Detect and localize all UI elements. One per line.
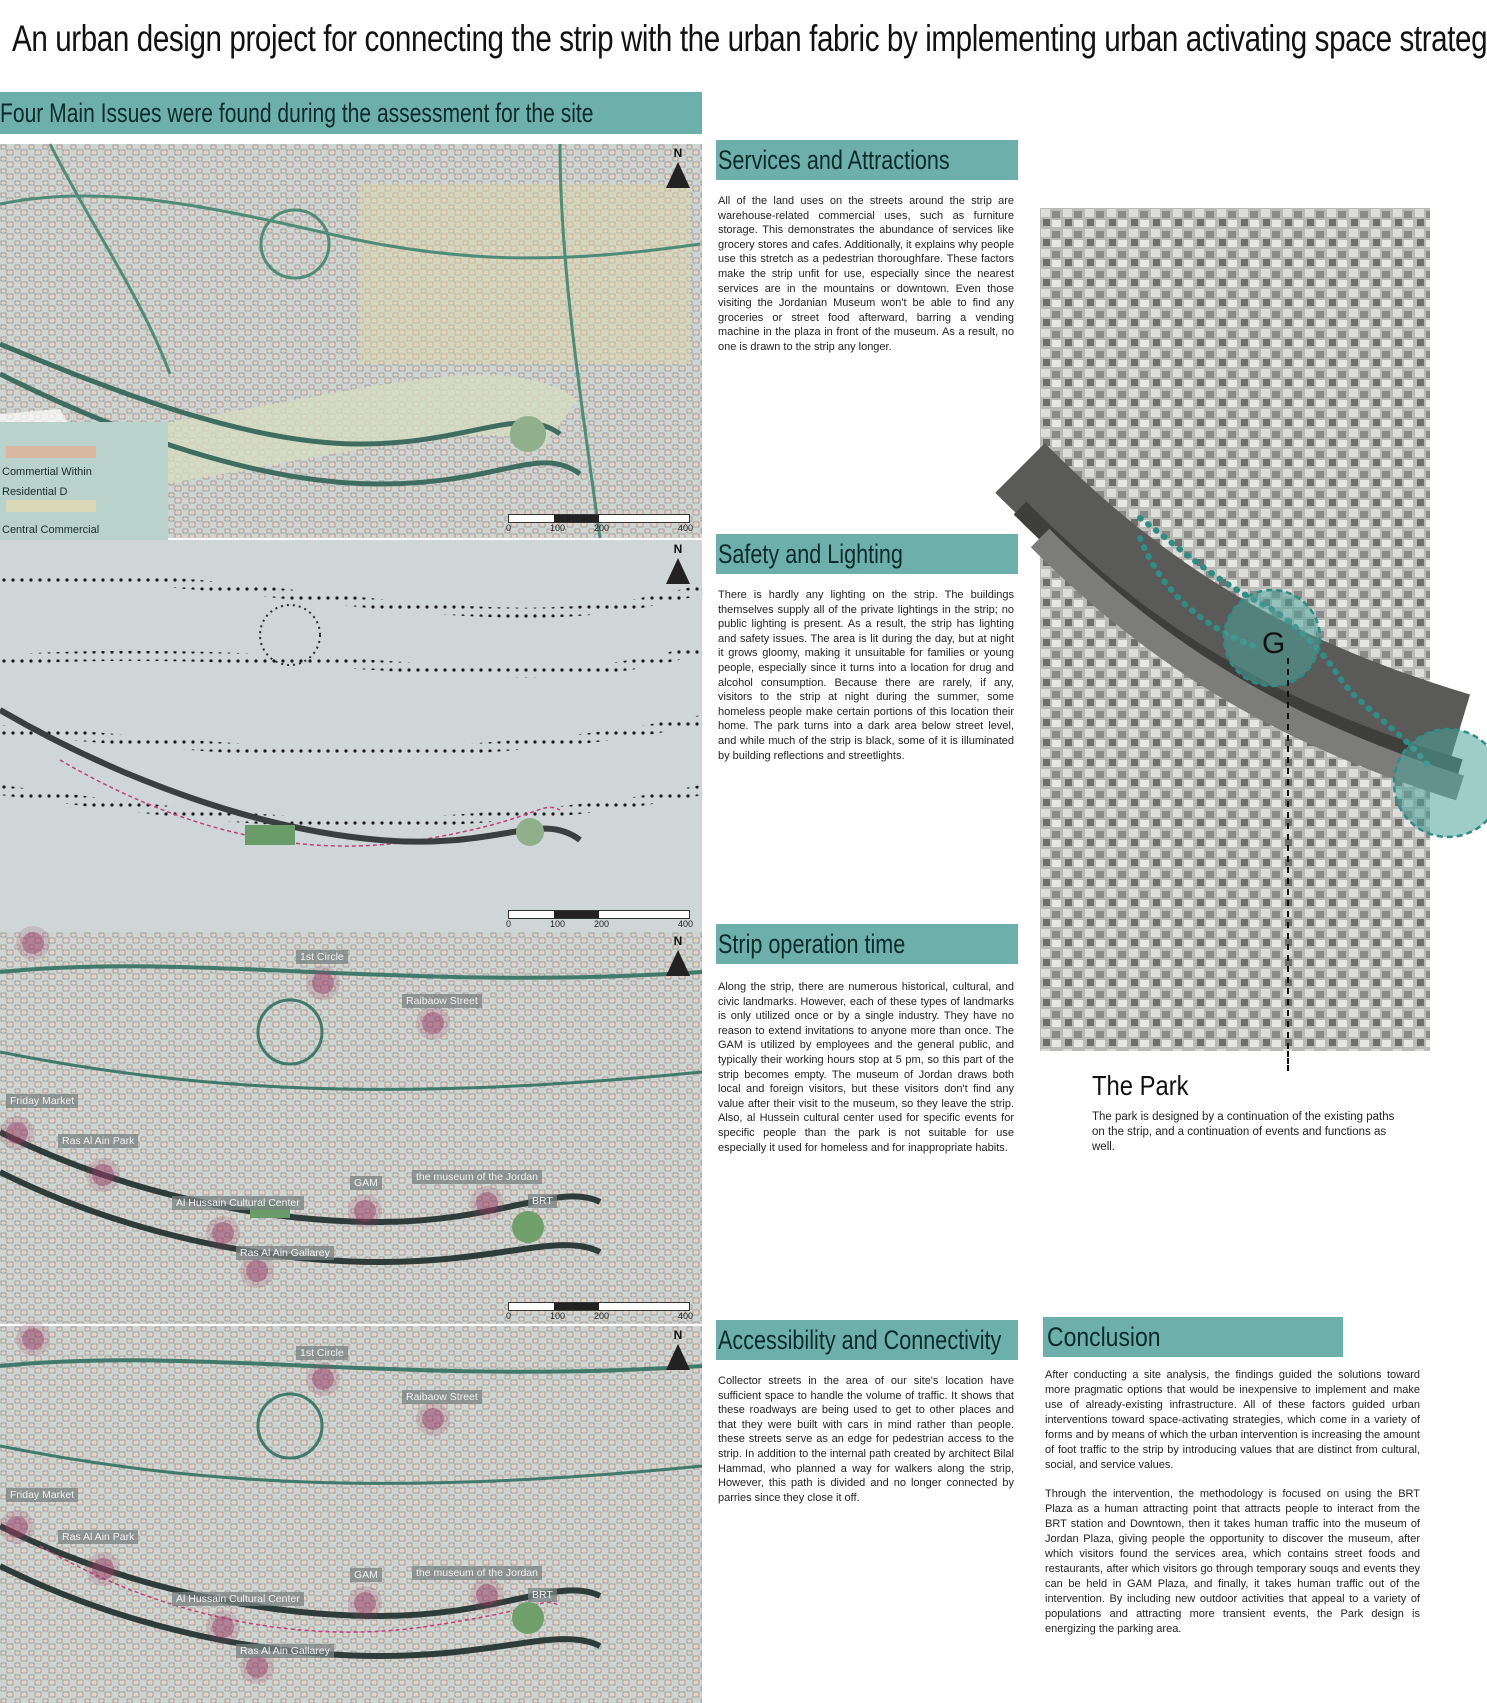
scale-label: 400 (678, 1311, 694, 1321)
conclusion-body (1045, 1368, 1420, 1651)
section-heading-safety (716, 534, 1018, 574)
park-title: The Park (1092, 1070, 1189, 1101)
section-heading-accessibility (716, 1320, 1018, 1360)
conclusion-heading (1043, 1317, 1343, 1357)
landmark-marker (246, 1260, 268, 1282)
section-heading-text: Accessibility and Connectivity (718, 1325, 1002, 1355)
map-label: Ras Al Ain Park (58, 1134, 138, 1148)
landmark-marker (312, 1368, 334, 1390)
map-label: Raibaow Street (402, 1390, 482, 1404)
landmark-marker (354, 1200, 376, 1222)
lighting-map-graphic (0, 540, 702, 932)
scale-bar (506, 910, 694, 932)
map-label: BRT (528, 1588, 557, 1602)
park-marker-label: G (1262, 627, 1286, 660)
section-heading-text: Safety and Lighting (718, 539, 903, 569)
landmarks-map (0, 932, 702, 1324)
legend-swatch-commercial (6, 446, 96, 458)
map-label: the museum of the Jordan (412, 1566, 542, 1580)
section-body-accessibility: Collector streets in the area of our site's location have sufficient space to handle the volume of traffic. It shows that these roadways are being used to get to other places and that they were built with cars in mind rather than people. these streets serve as an edge for pedestrian access to the strip. In addition to the internal path created by architect Bilal Hammad, who planned a way for walkers along the strip, However, this path is divided and no longer connected by parries since they close it off. (718, 1375, 1014, 1504)
map-label: Friday Market (6, 1094, 78, 1108)
conclusion-heading-text: Conclusion (1047, 1322, 1161, 1352)
north-arrow-icon (666, 542, 690, 584)
scale-label: 200 (594, 523, 610, 533)
landmark-marker (6, 1122, 28, 1144)
scale-bar-graphic (508, 910, 690, 919)
landmark-marker (92, 1558, 114, 1580)
scale-bar-graphic (508, 514, 690, 523)
map-label: 1st Circle (296, 1346, 348, 1360)
conclusion-paragraph: After conducting a site analysis, the findings guided the solutions toward more pragmatic options that would be inexpensive to implement and make use of already-existing infrastructure. All of these factors guided urban interventions toward space-activating strategies, which come in a variety of forms and by means of which the urban intervention is increasing the amount of foot traffic to the strip by introducing values that are distinct from cultural, social, and service values. (1045, 1369, 1420, 1471)
landmark-marker (212, 1222, 234, 1244)
scale-label: 100 (550, 1311, 566, 1321)
landmark-marker (476, 1192, 498, 1214)
map-label: 1st Circle (296, 950, 348, 964)
legend-swatch-central (6, 500, 96, 512)
north-label: N (673, 542, 683, 556)
landmark-marker (476, 1584, 498, 1606)
accessibility-map-graphic (0, 1326, 702, 1703)
map-label: Friday Market (6, 1488, 78, 1502)
map-label: Raibaow Street (402, 994, 482, 1008)
lighting-map (0, 540, 702, 932)
park-description: The park is designed by a continuation of the existing paths on the strip, and a continuation of events and functions as well. (1092, 1111, 1395, 1153)
north-label: N (673, 146, 683, 160)
scale-label: 0 (506, 1311, 512, 1321)
landmark-marker (22, 932, 44, 954)
legend-label: Central Commercial (2, 524, 100, 536)
landmark-marker (92, 1164, 114, 1186)
landmark-marker (212, 1616, 234, 1638)
landmark-marker (422, 1012, 444, 1034)
scale-bar (506, 1302, 694, 1324)
map-label: Al Hussain Cultural Center (172, 1196, 304, 1210)
landmarks-map-graphic (0, 932, 702, 1324)
accessibility-map (0, 1326, 702, 1703)
north-label: N (673, 1328, 683, 1342)
scale-label: 400 (678, 919, 694, 929)
map-label: Ras Al Ain Gallarey (236, 1644, 334, 1658)
landmark-marker (354, 1592, 376, 1614)
map-label: Al Hussain Cultural Center (172, 1592, 304, 1606)
section-body-safety: There is hardly any lighting on the strip. The buildings themselves supply all of the private lightings in the strip; no public lighting is present. As a result, the strip has lighting and safety issues. The area is lit during the day, but at night it grows gloomy, making it unsuitable for families or young people, especially since it turns into a location for drug and alcohol consumption. Because there are rarely, if any, visitors to the strip at night during the summer, some homeless people make certain portions of this location their home. The park turns into a dark area below street level, and while much of the strip is black, some of it is illuminated by building reflections and streetlights. (718, 589, 1014, 762)
park-leader-line (1287, 1051, 1291, 1071)
north-arrow-icon (666, 1328, 690, 1370)
legend-label: Residential D (2, 486, 68, 498)
north-label: N (673, 934, 683, 948)
landmark-marker (246, 1656, 268, 1678)
map-label: the museum of the Jordan (412, 1170, 542, 1184)
issues-banner (0, 92, 702, 134)
scale-label: 100 (550, 919, 566, 929)
section-heading-services (716, 140, 1018, 180)
map-label: Ras Al Ain Gallarey (236, 1246, 334, 1260)
land-use-map (0, 144, 702, 538)
map-label: BRT (528, 1194, 557, 1208)
map-label: GAM (350, 1568, 382, 1582)
scale-label: 200 (594, 1311, 610, 1321)
landmark-marker (312, 972, 334, 994)
legend-label: Commertial Within (2, 466, 92, 478)
scale-bar (506, 514, 694, 536)
north-arrow-icon (666, 146, 690, 188)
page-title: An urban design project for connecting the strip with the urban fabric by implementing urban activating space strateg (12, 18, 1487, 59)
scale-label: 0 (506, 919, 512, 929)
map-label: GAM (350, 1176, 382, 1190)
issues-banner-text: Four Main Issues were found during the assessment for the site (0, 98, 594, 128)
scale-bar-graphic (508, 1302, 690, 1311)
aerial-photo-graphic (1040, 208, 1430, 1051)
map-label: Ras Al Ain Park (58, 1530, 138, 1544)
section-body-operation: Along the strip, there are numerous historical, cultural, and civic landmarks. However, each of these types of landmarks is only utilized once or by a single industry. They have no reason to extend invitations to anyone more than once. The GAM is utilized by employees and the general public, and typically their working hours stop at 5 pm, so this part of the strip becomes empty. The museum of Jordan draws both local and foreign visitors, but these visitors don't find any value after their visit to the museum, so they leave the strip. Also, al Hussein cultural center used for specific events for specific people than the park is not suitable for use especially it used for homeless and for inappropriate habits. (718, 981, 1014, 1154)
land-use-legend (0, 422, 168, 540)
scale-label: 400 (678, 523, 694, 533)
section-heading-text: Services and Attractions (718, 145, 950, 175)
section-heading-text: Strip operation time (718, 929, 906, 959)
scale-label: 0 (506, 523, 512, 533)
scale-label: 100 (550, 523, 566, 533)
north-arrow-icon (666, 934, 690, 976)
landmark-marker (422, 1408, 444, 1430)
scale-label: 200 (594, 919, 610, 929)
landmark-marker (22, 1328, 44, 1350)
conclusion-paragraph: Through the intervention, the methodology is focused on using the BRT Plaza as a human attracting point that attracts people to interact from the BRT station and Downtown, then it takes human traffic into the museum of Jordan Plaza, giving people the opportunity to discover the museum, after which visitors found the services area, which contains street foods and restaurants, after which visitors go through temporary souqs and events they can be held in GAM Plaza, and finally, it takes human traffic out of the intervention. By including new outdoor activities that appeal to a variety of populations and attracting more transient events, the Park design is energizing the parking area. (1045, 1488, 1420, 1635)
landmark-marker (6, 1516, 28, 1538)
aerial-photo (1040, 208, 1430, 1051)
section-body-services: All of the land uses on the streets around the strip are warehouse-related commercial uses, such as furniture storage. This demonstrates the abundance of services like grocery stores and cafes. Additionally, it explains why people use this stretch as a pedestrian thoroughfare. These factors make the strip unfit for use, especially since the nearest services are in the mountains or downtown. Even those visiting the Jordanian Museum won't be able to find any groceries or street food afterward, barring a vending machine in the plaza in front of the museum. As a result, no one is drawn to the strip any longer. (718, 195, 1014, 353)
section-heading-operation (716, 924, 1018, 964)
